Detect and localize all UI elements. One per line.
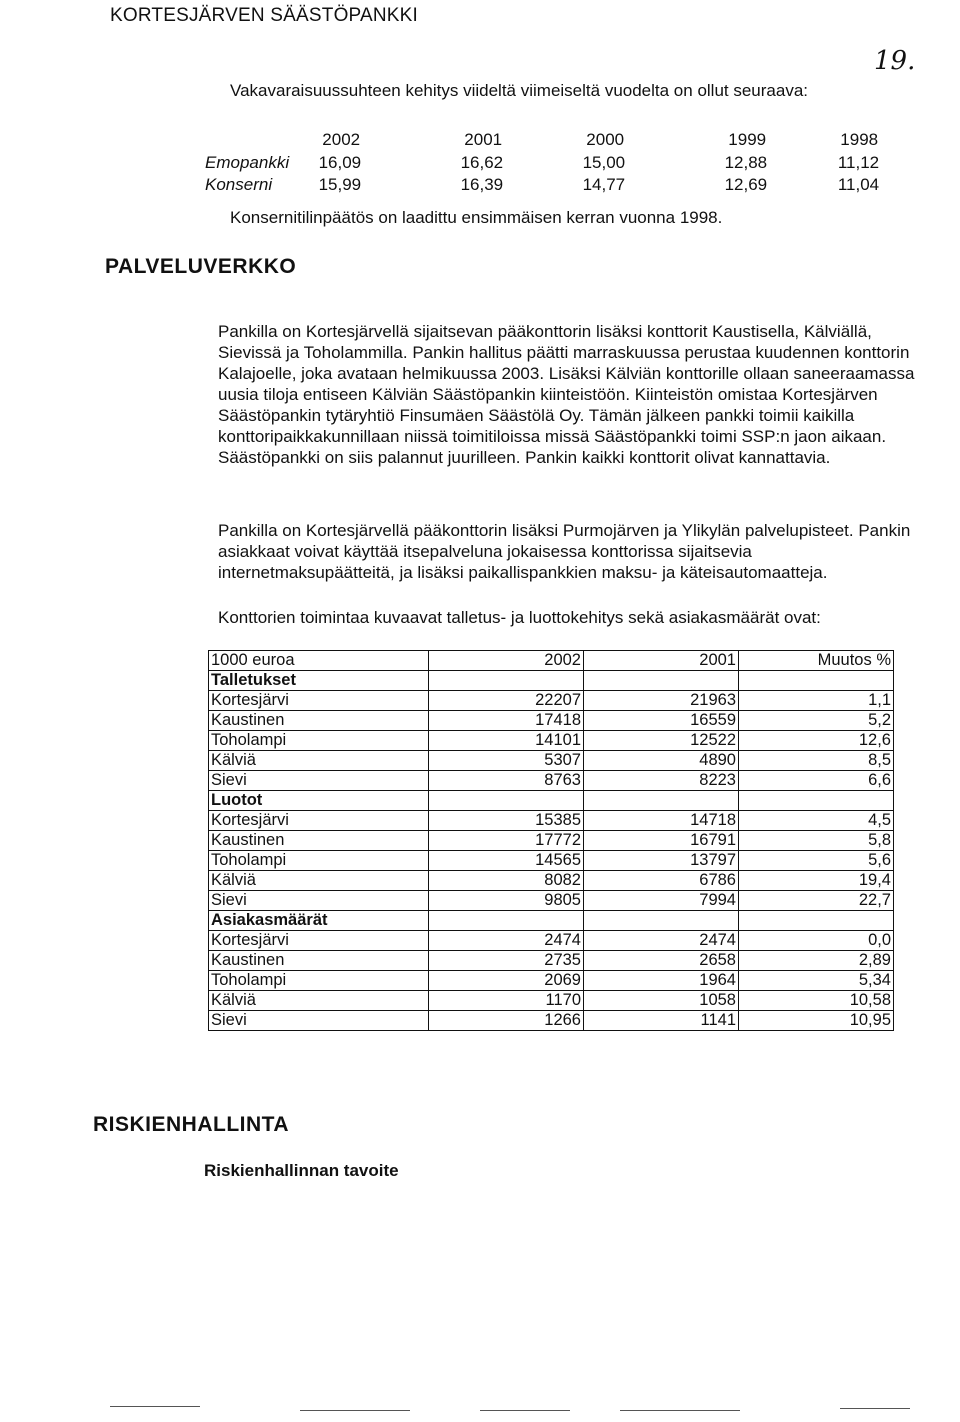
- empty-cell: [429, 671, 584, 691]
- table-cell: 6786: [584, 871, 739, 891]
- table-cell: 4890: [584, 751, 739, 771]
- ratio-value: 15,00: [582, 153, 626, 172]
- group-title: Luotot: [209, 791, 429, 811]
- table-cell: 1170: [429, 991, 584, 1011]
- table-cell: 16791: [584, 831, 739, 851]
- table-cell: 14718: [584, 811, 739, 831]
- bottom-rule: [840, 1408, 910, 1409]
- table-cell: 5,8: [739, 831, 894, 851]
- empty-cell: [584, 911, 739, 931]
- table-cell: 1141: [584, 1011, 739, 1031]
- table-cell: 9805: [429, 891, 584, 911]
- table-cell: 17418: [429, 711, 584, 731]
- ratio-value: 12,69: [724, 175, 768, 194]
- table-row: [209, 831, 894, 851]
- table-cell: 12,6: [739, 731, 894, 751]
- table-cell: 0,0: [739, 931, 894, 951]
- bottom-rule: [110, 1406, 200, 1407]
- table-cell: 10,58: [739, 991, 894, 1011]
- table-row: [209, 931, 894, 951]
- capital-ratio-intro: Vakavaraisuussuhteen kehitys viideltä viimeiseltä vuodelta on ollut seuraava:: [230, 81, 809, 100]
- table-cell: 7994: [584, 891, 739, 911]
- table-cell: 1058: [584, 991, 739, 1011]
- table-cell: 13797: [584, 851, 739, 871]
- header-cell: 1000 euroa: [209, 651, 429, 671]
- ratio-value: 14,77: [582, 175, 626, 194]
- empty-cell: [429, 791, 584, 811]
- table-group-row: [209, 671, 894, 691]
- table-row: [209, 991, 894, 1011]
- table-cell: 14565: [429, 851, 584, 871]
- branch-name: Kälviä: [209, 871, 429, 891]
- bottom-rule: [620, 1410, 740, 1411]
- table-row: [209, 851, 894, 871]
- branch-name: Sievi: [209, 771, 429, 791]
- ratio-value: 11,12: [837, 153, 880, 172]
- table-row: [209, 871, 894, 891]
- branch-name: Kortesjärvi: [209, 931, 429, 951]
- table-cell: 1266: [429, 1011, 584, 1031]
- table-cell: 10,95: [739, 1011, 894, 1031]
- capital-ratio-row: [205, 174, 879, 196]
- branch-table: [208, 650, 894, 1031]
- table-cell: 15385: [429, 811, 584, 831]
- empty-cell: [739, 791, 894, 811]
- consolidation-note: Konsernitilinpäätös on laadittu ensimmäisen kerran vuonna 1998.: [230, 208, 723, 227]
- row-label: Emopankki: [205, 153, 290, 172]
- branch-name: Toholampi: [209, 971, 429, 991]
- empty-cell: [584, 671, 739, 691]
- capital-ratio-row: [205, 152, 879, 174]
- network-paragraph-3: Konttorien toimintaa kuvaavat talletus- ja luottokehitys sekä asiakasmäärät ovat:: [218, 608, 821, 627]
- empty-cell: [584, 791, 739, 811]
- table-row: [209, 971, 894, 991]
- empty-header-cell: [205, 128, 289, 152]
- table-cell: 6,6: [739, 771, 894, 791]
- empty-cell: [739, 671, 894, 691]
- table-cell: 2735: [429, 951, 584, 971]
- bottom-rule: [480, 1410, 570, 1411]
- branch-name: Toholampi: [209, 731, 429, 751]
- network-paragraph-1: Pankilla on Kortesjärvellä sijaitsevan pääkonttorin lisäksi konttorit Kaustisella, Kälviällä, Sievissä ja Toholammilla. Pankin hallitus päätti marraskuussa perustaa kuudennen konttorin Kalajoelle, joka avataan helmikuussa 2003. Lisäksi Kälviän konttorille ollaan saneeraamassa uusia tiloja entiseen Kälviän Säästöpankin kiinteistöön. Kiinteistön omistaa Kortesjärven Säästöpankin tytäryhtiö Finsumäen Säästölä Oy. Tämän jälkeen pankki toimii kaikilla konttoripaikkakunnillaan niissä toimitiloissa missä Säästöpankki toimi SSP:n jaon aikaan. Säästöpankki on siis palannut juurilleen. Pankin kaikki konttorit olivat kannattavia.: [218, 322, 915, 467]
- table-cell: 8,5: [739, 751, 894, 771]
- bottom-rule: [300, 1410, 410, 1411]
- table-group-row: [209, 791, 894, 811]
- ratio-value: 12,88: [724, 153, 768, 172]
- network-paragraph-2: Pankilla on Kortesjärvellä pääkonttorin lisäksi Purmojärven ja Ylikylän palvelupisteet. Pankin asiakkaat voivat käyttää itsepalveluna jokaisessa konttorissa sijaitsevia internetmaksupäätteitä, ja lisäksi paikallispankkien maksu- ja käteisautomaatteja.: [218, 521, 911, 582]
- risk-subtitle: Riskienhallinnan tavoite: [204, 1161, 399, 1180]
- table-cell: 12522: [584, 731, 739, 751]
- year-cell: 2001: [464, 130, 503, 149]
- branch-name: Sievi: [209, 891, 429, 911]
- table-cell: 2474: [429, 931, 584, 951]
- table-cell: 5307: [429, 751, 584, 771]
- table-cell: 2,89: [739, 951, 894, 971]
- ratio-value: 11,04: [837, 175, 880, 194]
- branch-name: Kortesjärvi: [209, 811, 429, 831]
- table-cell: 2474: [584, 931, 739, 951]
- branch-name: Kälviä: [209, 991, 429, 1011]
- table-cell: 1,1: [739, 691, 894, 711]
- header-cell: 2002: [429, 651, 584, 671]
- table-row: [209, 771, 894, 791]
- year-cell: 1999: [728, 130, 767, 149]
- table-row: [209, 891, 894, 911]
- branch-name: Toholampi: [209, 851, 429, 871]
- ratio-value: 16,39: [460, 175, 504, 194]
- table-row: [209, 691, 894, 711]
- row-label: Konserni: [205, 175, 273, 194]
- branch-name: Kaustinen: [209, 711, 429, 731]
- branch-name: Kortesjärvi: [209, 691, 429, 711]
- branch-name: Kälviä: [209, 751, 429, 771]
- table-cell: 19,4: [739, 871, 894, 891]
- table-cell: 21963: [584, 691, 739, 711]
- table-cell: 1964: [584, 971, 739, 991]
- table-cell: 2069: [429, 971, 584, 991]
- table-cell: 16559: [584, 711, 739, 731]
- table-cell: 8763: [429, 771, 584, 791]
- table-row: [209, 811, 894, 831]
- table-cell: 5,2: [739, 711, 894, 731]
- table-row: [209, 711, 894, 731]
- table-cell: 5,6: [739, 851, 894, 871]
- branch-table-header-row: [209, 651, 894, 671]
- branch-name: Kaustinen: [209, 951, 429, 971]
- table-row: [209, 751, 894, 771]
- table-cell: 22,7: [739, 891, 894, 911]
- table-cell: 14101: [429, 731, 584, 751]
- section-title-network: PALVELUVERKKO: [105, 255, 297, 278]
- capital-ratio-year-row: [205, 128, 879, 152]
- table-cell: 22207: [429, 691, 584, 711]
- table-cell: 4,5: [739, 811, 894, 831]
- ratio-value: 15,99: [318, 175, 362, 194]
- empty-cell: [739, 911, 894, 931]
- table-row: [209, 1011, 894, 1031]
- group-title: Talletukset: [209, 671, 429, 691]
- table-group-row: [209, 911, 894, 931]
- table-cell: 17772: [429, 831, 584, 851]
- table-cell: 8082: [429, 871, 584, 891]
- branch-table-body: [209, 651, 894, 1031]
- header-cell: Muutos %: [739, 651, 894, 671]
- table-cell: 2658: [584, 951, 739, 971]
- branch-name: Kaustinen: [209, 831, 429, 851]
- year-cell: 2000: [586, 130, 625, 149]
- table-row: [209, 731, 894, 751]
- ratio-value: 16,09: [318, 153, 362, 172]
- capital-ratio-table: [205, 128, 879, 196]
- table-cell: 8223: [584, 771, 739, 791]
- table-cell: 5,34: [739, 971, 894, 991]
- table-row: [209, 951, 894, 971]
- branch-name: Sievi: [209, 1011, 429, 1031]
- bank-name-header: KORTESJÄRVEN SÄÄSTÖPANKKI: [110, 5, 419, 26]
- section-title-risk: RISKIENHALLINTA: [93, 1113, 290, 1136]
- header-cell: 2001: [584, 651, 739, 671]
- page-number: 19.: [874, 46, 916, 76]
- empty-cell: [429, 911, 584, 931]
- year-cell: 1998: [840, 130, 879, 149]
- group-title: Asiakasmäärät: [209, 911, 429, 931]
- ratio-value: 16,62: [460, 153, 504, 172]
- year-cell: 2002: [322, 130, 361, 149]
